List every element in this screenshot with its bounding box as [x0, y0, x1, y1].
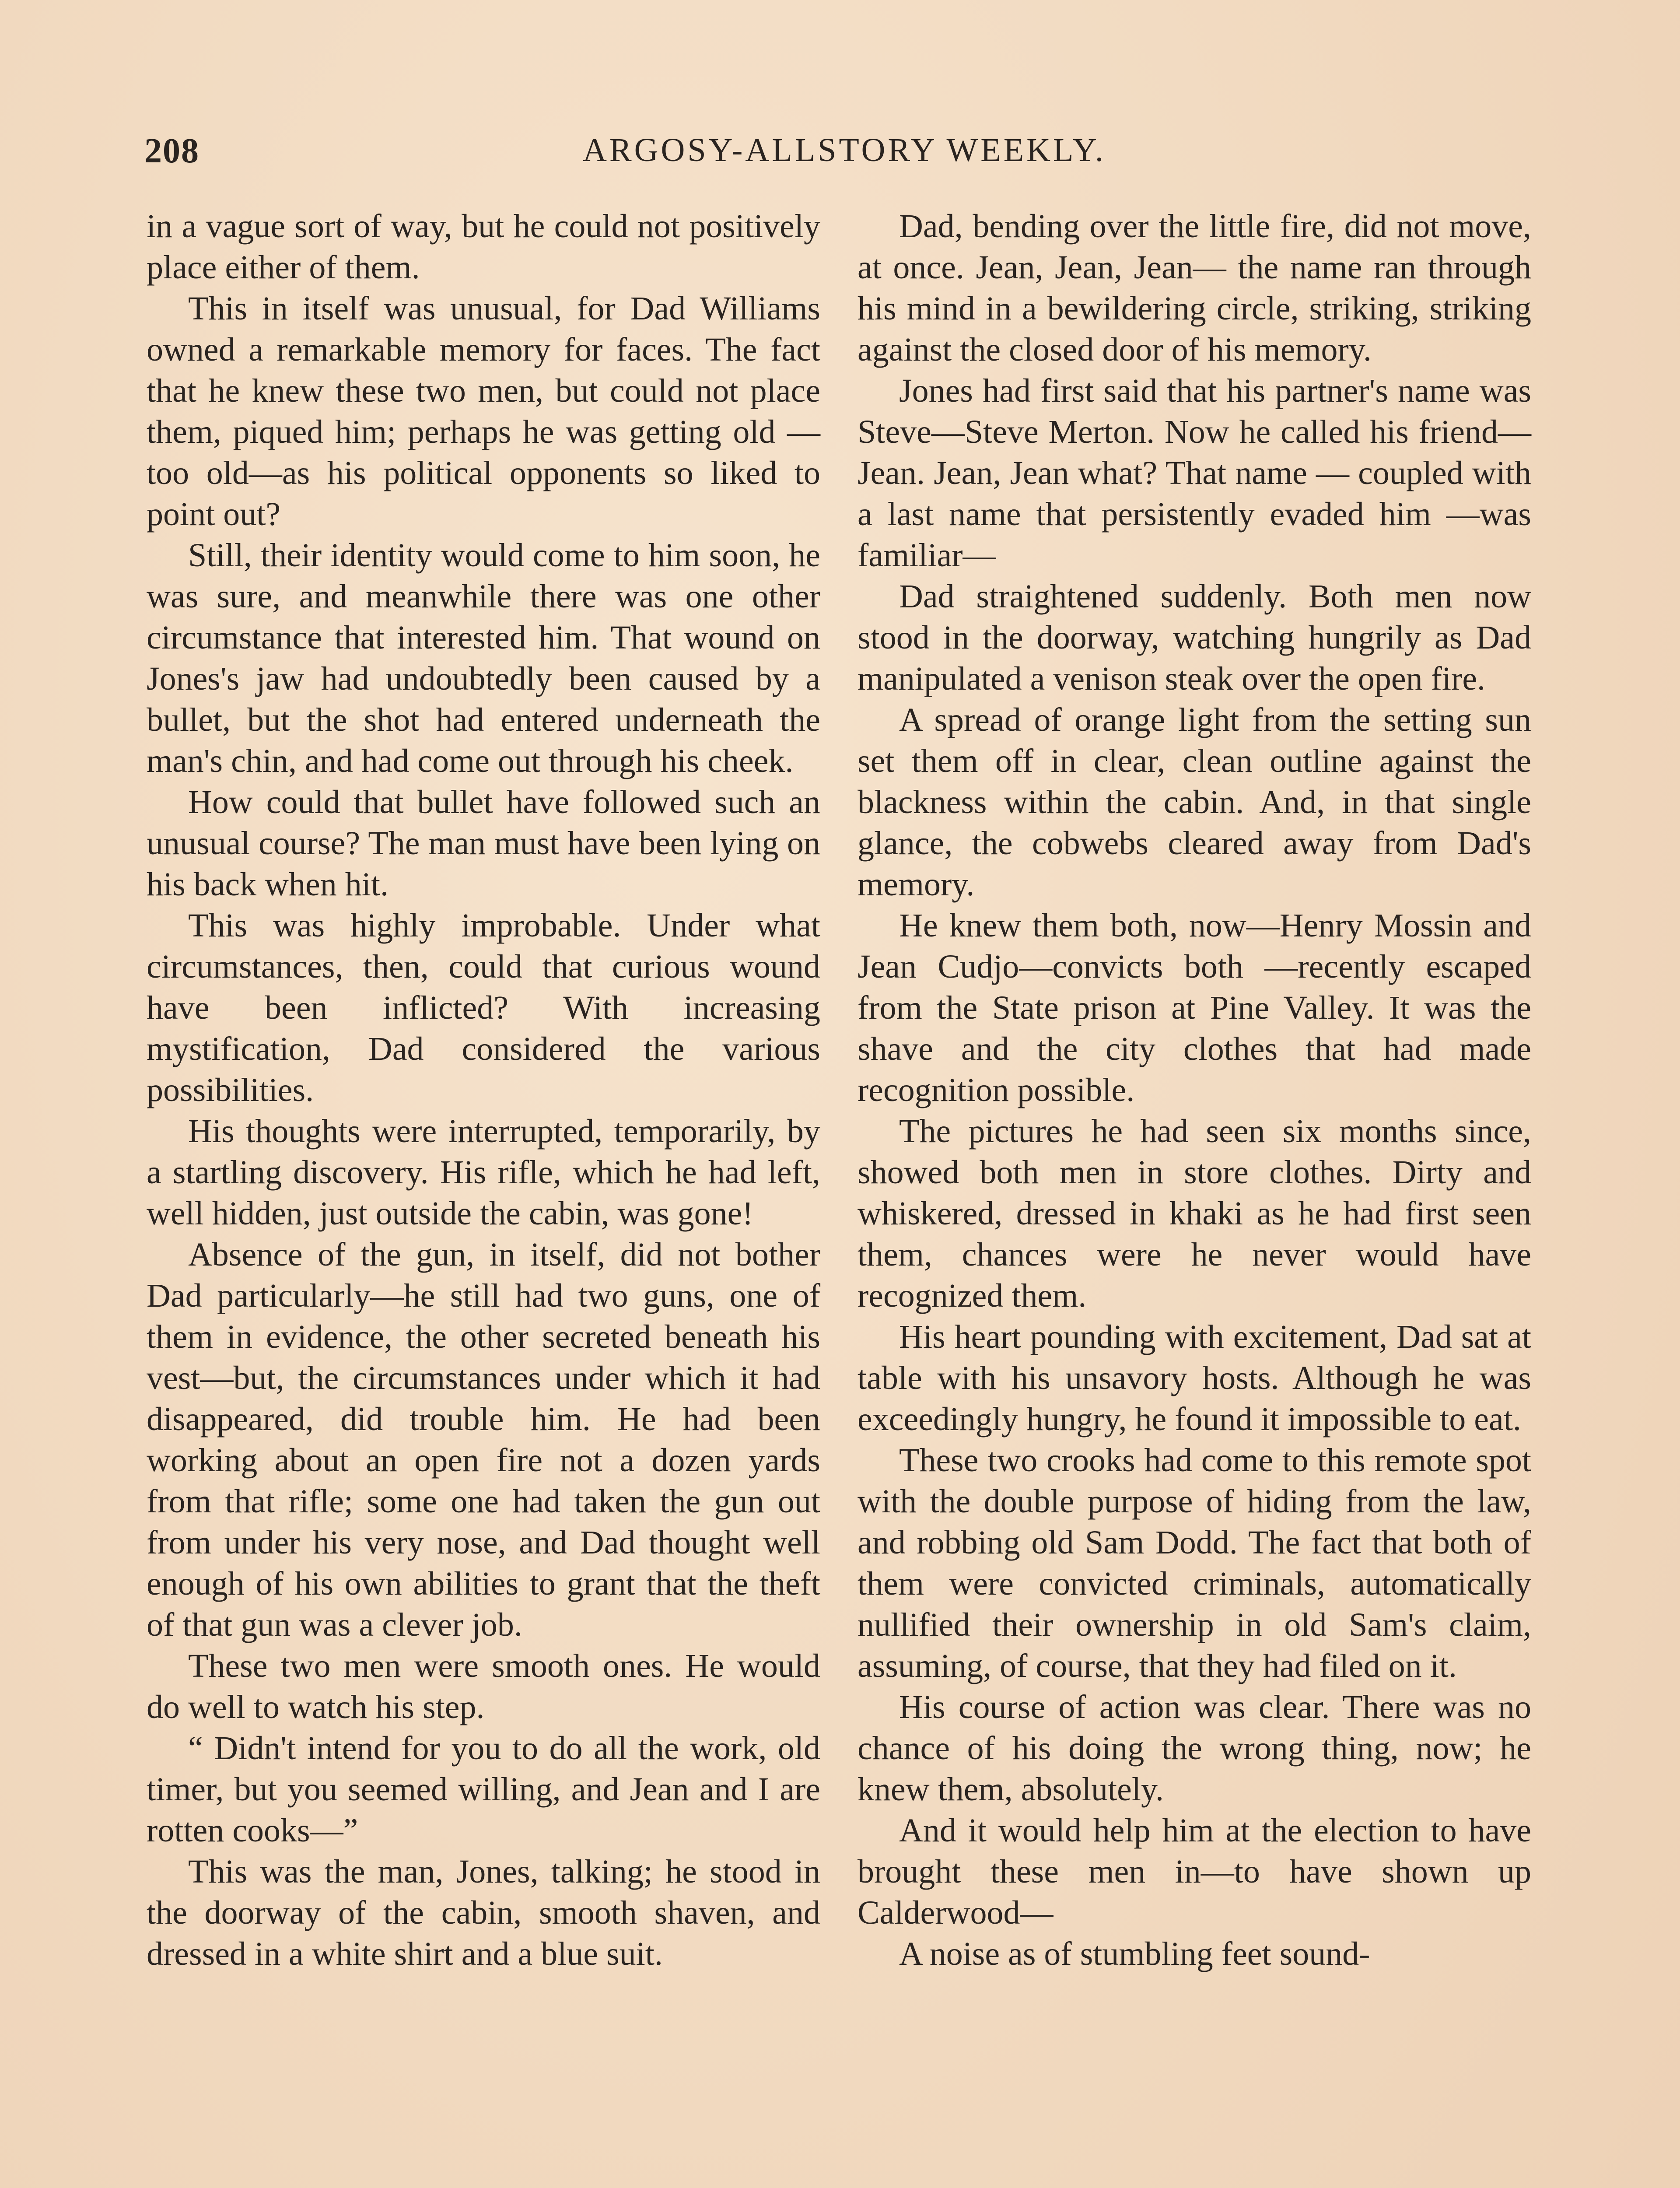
- paragraph: How could that bullet have followed such an unusual course? The man must have been lying on his back when hit.: [147, 784, 820, 903]
- paragraph: Absence of the gun, in itself, did not bother Dad particularly—he still had two guns, one of them in evidence, the other secreted beneath his vest—but, the circumstances under which it had disappeared, did trouble him. He had been working about an open fire not a dozen yards from that rifle; some one had taken the gun out from under his very nose, and Dad thought well enough of his own abilities to grant that the theft of that gun was a clever job.: [147, 1236, 820, 1643]
- paragraph: Jones had first said that his partner's name was Steve—Steve Merton. Now he called his friend—Jean. Jean, Jean what? That name — coupled with a last name that persistently evaded him —was familiar—: [858, 372, 1531, 574]
- left-column: [147, 206, 820, 1974]
- paragraph: This was highly improbable. Under what circumstances, then, could that curious wound have been inflicted? With increasing mystification, Dad considered the various possibilities.: [147, 907, 820, 1108]
- paragraph: This in itself was unusual, for Dad Williams owned a remarkable memory for faces. The fact that he knew these two men, but could not place them, piqued him; perhaps he was getting old —too old—as his political opponents so liked to point out?: [147, 290, 820, 533]
- paragraph: A spread of orange light from the setting sun set them off in clear, clean outline against the blackness within the cabin. And, in that single glance, the cobwebs cleared away from Dad's memory.: [858, 701, 1531, 903]
- right-column: [858, 206, 1531, 1974]
- paragraph: His course of action was clear. There was no chance of his doing the wrong thing, now; he knew them, absolutely.: [858, 1689, 1531, 1808]
- paragraph: And it would help him at the election to have brought these men in—to have shown up Calderwood—: [858, 1812, 1531, 1931]
- paragraph: His heart pounding with excitement, Dad sat at table with his unsavory hosts. Although he was exceedingly hungry, he found it impossible to eat.: [858, 1318, 1531, 1438]
- paragraph: in a vague sort of way, but he could not positively place either of them.: [147, 208, 820, 286]
- paragraph: This was the man, Jones, talking; he stood in the doorway of the cabin, smooth shaven, and dressed in a white shirt and a blue suit.: [147, 1853, 820, 1972]
- paragraph: He knew them both, now—Henry Mossin and Jean Cudjo—convicts both —recently escaped from the State prison at Pine Valley. It was the shave and the city clothes that had made recognition possible.: [858, 907, 1531, 1108]
- paragraph: These two men were smooth ones. He would do well to watch his step.: [147, 1648, 820, 1725]
- paragraph: His thoughts were interrupted, temporarily, by a startling discovery. His rifle, which he had left, well hidden, just outside the cabin, was gone!: [147, 1113, 820, 1232]
- paragraph: These two crooks had come to this remote spot with the double purpose of hiding from the law, and robbing old Sam Dodd. The fact that both of them were convicted criminals, automatically nullified their ownership in old Sam's claim, assuming, of course, that they had filed on it.: [858, 1442, 1531, 1684]
- page-number: 208: [144, 132, 200, 170]
- paragraph: The pictures he had seen six months since, showed both men in store clothes. Dirty and whiskered, dressed in khaki as he had first seen them, chances were he never would have recognized them.: [858, 1113, 1531, 1314]
- paragraph: Dad straightened suddenly. Both men now stood in the doorway, watching hungrily as Dad manipulated a venison steak over the open fire.: [858, 578, 1531, 697]
- page-header: [144, 131, 1544, 179]
- running-head: ARGOSY-ALLSTORY WEEKLY.: [583, 132, 1106, 168]
- paragraph: “ Didn't intend for you to do all the work, old timer, but you seemed willing, and Jean and I are rotten cooks—”: [147, 1730, 820, 1849]
- paragraph: Dad, bending over the little fire, did not move, at once. Jean, Jean, Jean— the name ran through his mind in a bewildering circle, striking, striking against the closed door of his memory.: [858, 208, 1531, 368]
- paragraph: Still, their identity would come to him soon, he was sure, and meanwhile there was one other circumstance that interested him. That wound on Jones's jaw had undoubtedly been caused by a bullet, but the shot had entered underneath the man's chin, and had come out through his cheek.: [147, 537, 820, 779]
- paragraph: A noise as of stumbling feet sound-: [899, 1936, 1370, 1972]
